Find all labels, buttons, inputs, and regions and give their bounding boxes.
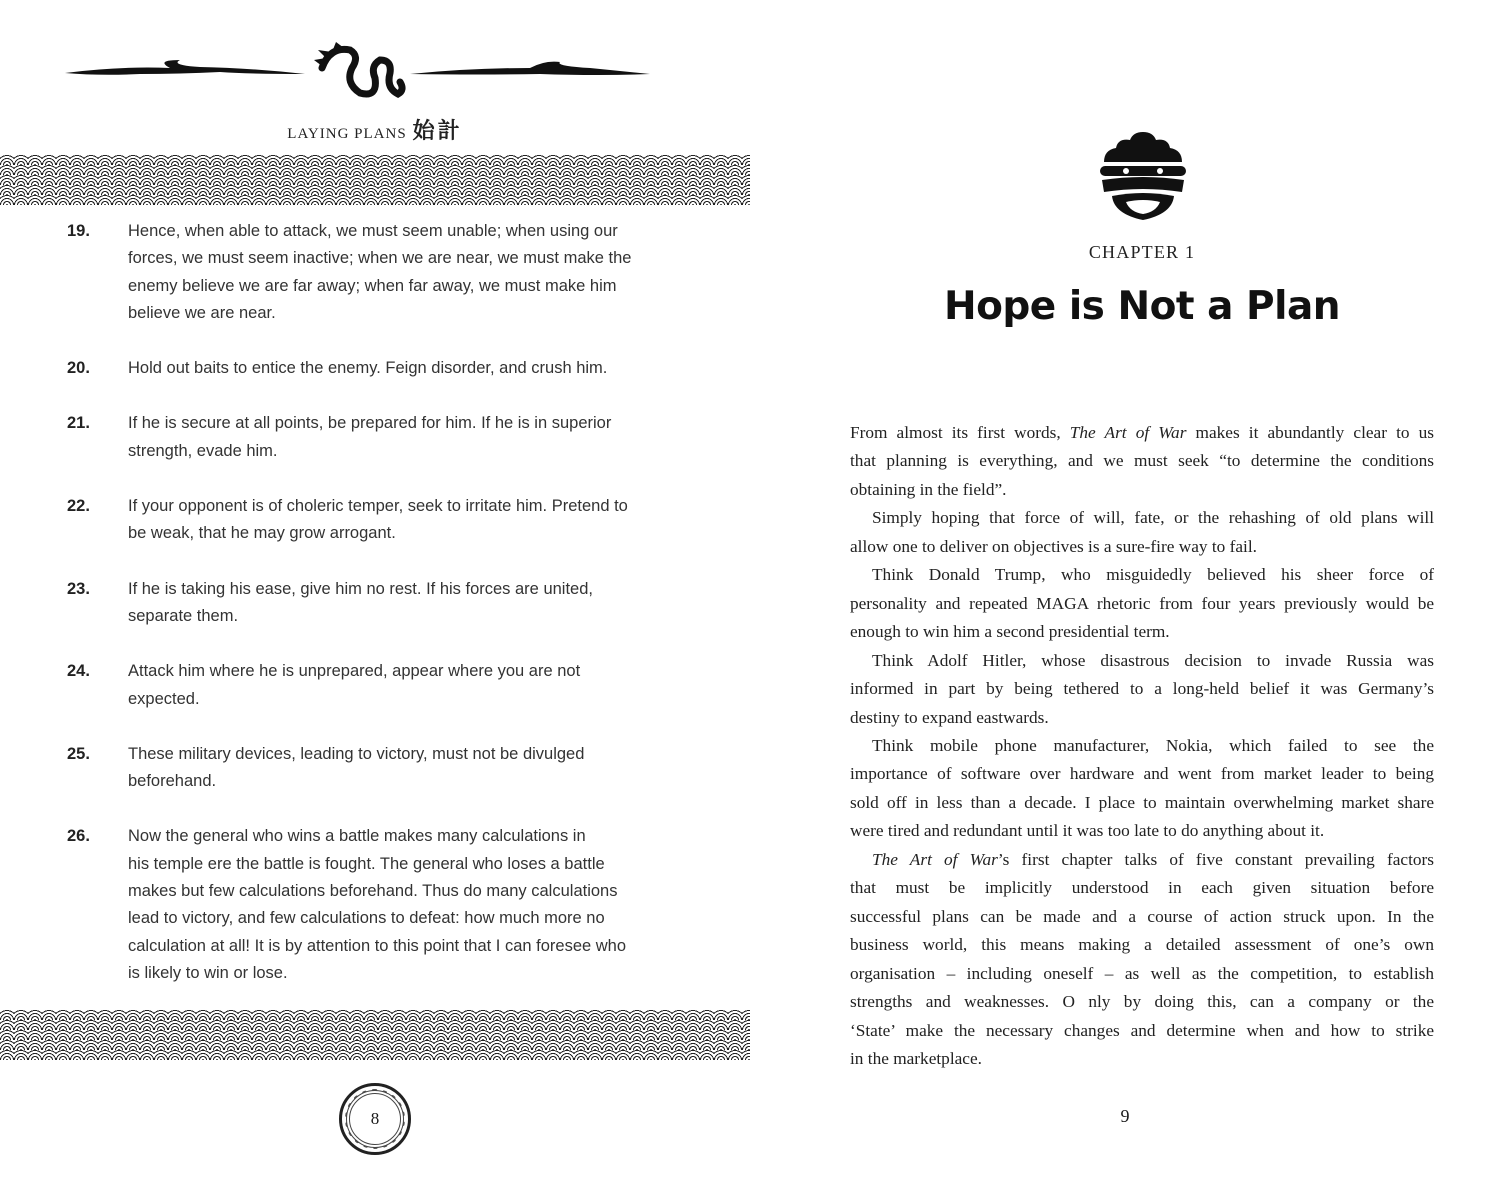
- item-text-line: separate them.: [128, 606, 239, 625]
- item-text-line: calculation at all! It is by attention to this point that I can foresee who: [128, 936, 627, 955]
- paragraph-line: ‘State’ make the necessary changes and determine when and how to strike: [850, 1020, 1434, 1040]
- paragraph-line: allow one to deliver on objectives is a sure-fire way to fail.: [850, 536, 1257, 556]
- item-number: 21.: [67, 414, 90, 433]
- item-text-line: makes but few calculations beforehand. Thus do many calculations: [128, 882, 618, 901]
- item-text-line: If he is taking his ease, give him no rest. If his forces are united,: [128, 579, 593, 598]
- page-number-right: 9: [1120, 1106, 1130, 1126]
- item-number: 25.: [67, 744, 90, 763]
- item-text-line: If your opponent is of choleric temper, seek to irritate him. Pretend to: [128, 497, 628, 516]
- item-number: 19.: [67, 222, 90, 240]
- paragraph-line: organisation – including oneself – as well as the competition, to establish: [850, 963, 1434, 983]
- paragraph-line: sold off in less than a decade. I place to maintain overwhelming market share: [850, 792, 1434, 812]
- paragraph-line: destiny to expand eastwards.: [850, 707, 1049, 727]
- paragraph: [850, 647, 1434, 732]
- book-title-italic: The Art of War: [872, 849, 998, 869]
- item-text-line: forces, we must seem inactive; when we are near, we must make the: [128, 249, 632, 268]
- item-text: [128, 576, 593, 631]
- paragraph-line: were tired and redundant until it was too late to do anything about it.: [850, 821, 1325, 841]
- paragraph-line: informed in part by being tethered to a long-held belief it was Germany’s: [850, 679, 1434, 699]
- paragraph-line: Simply hoping that force of will, fate, or the rehashing of old plans will: [872, 508, 1434, 528]
- paragraph: [850, 419, 1434, 504]
- wave-pattern-band-bottom: [0, 1010, 750, 1060]
- item-text-line: is likely to win or lose.: [128, 963, 288, 982]
- item-text: [128, 823, 626, 987]
- list-item: [67, 355, 687, 382]
- item-text-line: Attack him where he is unprepared, appear where you are not: [128, 662, 581, 681]
- paragraph: [850, 504, 1434, 561]
- item-text-line: Now the general who wins a battle makes many calculations in: [128, 827, 586, 846]
- item-number: 24.: [67, 662, 90, 681]
- item-text-line: believe we are near.: [128, 303, 276, 322]
- paragraph-line: obtaining in the field”.: [850, 479, 1007, 499]
- item-text: [128, 493, 628, 548]
- list-item: [67, 658, 687, 713]
- item-text-line: be weak, that he may grow arrogant.: [128, 524, 396, 543]
- item-text-line: These military devices, leading to victory, must not be divulged: [128, 744, 585, 763]
- book-title-italic: The Art of War: [1069, 423, 1187, 442]
- list-item: [67, 741, 687, 796]
- item-text-line: strength, evade him.: [128, 441, 278, 460]
- paragraph-line: The Art of War’s first chapter talks of five constant prevailing factors: [872, 849, 1434, 869]
- running-head-chinese: 始計: [412, 118, 463, 144]
- lion-head-icon: [1098, 130, 1188, 222]
- list-item: [67, 823, 687, 987]
- item-text: [128, 218, 631, 327]
- paragraph-line: that planning is everything, and we must seek “to determine the conditions: [850, 451, 1434, 471]
- item-text-line: Hence, when able to attack, we must seem unable; when using our: [128, 222, 618, 240]
- item-text: [128, 355, 607, 382]
- page-number-left: 8: [370, 1109, 380, 1128]
- item-text-line: Hold out baits to entice the enemy. Feign disorder, and crush him.: [128, 359, 608, 378]
- paragraph-line: Think Adolf Hitler, whose disastrous decision to invade Russia was: [872, 650, 1434, 670]
- list-item: [67, 218, 687, 327]
- paragraph-line: Think mobile phone manufacturer, Nokia, which failed to see the: [872, 735, 1434, 755]
- item-number: 22.: [67, 497, 90, 516]
- paragraph: [850, 846, 1434, 1074]
- paragraph-line: in the marketplace.: [850, 1048, 982, 1068]
- paragraph-line: Think Donald Trump, who misguidedly believed his sheer force of: [872, 565, 1434, 585]
- running-head: [0, 114, 750, 145]
- paragraph: [850, 732, 1434, 846]
- item-number: 23.: [67, 579, 90, 598]
- paragraph-line: successful plans can be made and a course of action struck upon. In the: [850, 906, 1434, 926]
- paragraph-line: From almost its first words, The Art of War makes it abundantly clear to us: [850, 423, 1434, 442]
- paragraph: [850, 561, 1434, 646]
- page-number-medallion: [339, 1083, 411, 1155]
- item-text-line: his temple ere the battle is fought. The general who loses a battle: [128, 854, 605, 873]
- numbered-item-list: [67, 218, 687, 1015]
- paragraph-line: that must be implicitly understood in each given situation before: [850, 878, 1434, 898]
- item-text-line: If he is secure at all points, be prepared for him. If he is in superior: [128, 414, 612, 433]
- item-text-line: lead to victory, and few calculations to defeat: how much more no: [128, 909, 605, 928]
- list-item: [67, 410, 687, 465]
- paragraph-line: importance of software over hardware and went from market leader to being: [850, 764, 1434, 784]
- item-text: [128, 658, 580, 713]
- paragraph-line: enough to win him a second presidential term.: [850, 622, 1170, 642]
- item-number: 26.: [67, 827, 90, 846]
- item-number: 20.: [67, 359, 90, 378]
- item-text-line: enemy believe we are far away; when far away, we must make him: [128, 276, 617, 295]
- running-head-title: LAYING PLANS: [287, 126, 407, 142]
- chapter-title: Hope is Not a Plan: [943, 284, 1341, 329]
- chapter-label: CHAPTER 1: [1088, 242, 1196, 262]
- chapter-body-text: [850, 419, 1434, 1073]
- item-text: [128, 741, 584, 796]
- list-item: [67, 493, 687, 548]
- paragraph-line: business world, this means making a detailed assessment of one’s own: [850, 935, 1434, 955]
- paragraph-line: strengths and weaknesses. O nly by doing this, can a company or the: [850, 992, 1434, 1012]
- dragon-ornament-icon: [60, 38, 660, 108]
- paragraph-line: personality and repeated MAGA rhetoric from four years previously would be: [850, 593, 1434, 613]
- list-item: [67, 576, 687, 631]
- item-text-line: expected.: [128, 689, 200, 708]
- wave-pattern-band-top: [0, 155, 750, 205]
- item-text: [128, 410, 611, 465]
- item-text-line: beforehand.: [128, 772, 217, 791]
